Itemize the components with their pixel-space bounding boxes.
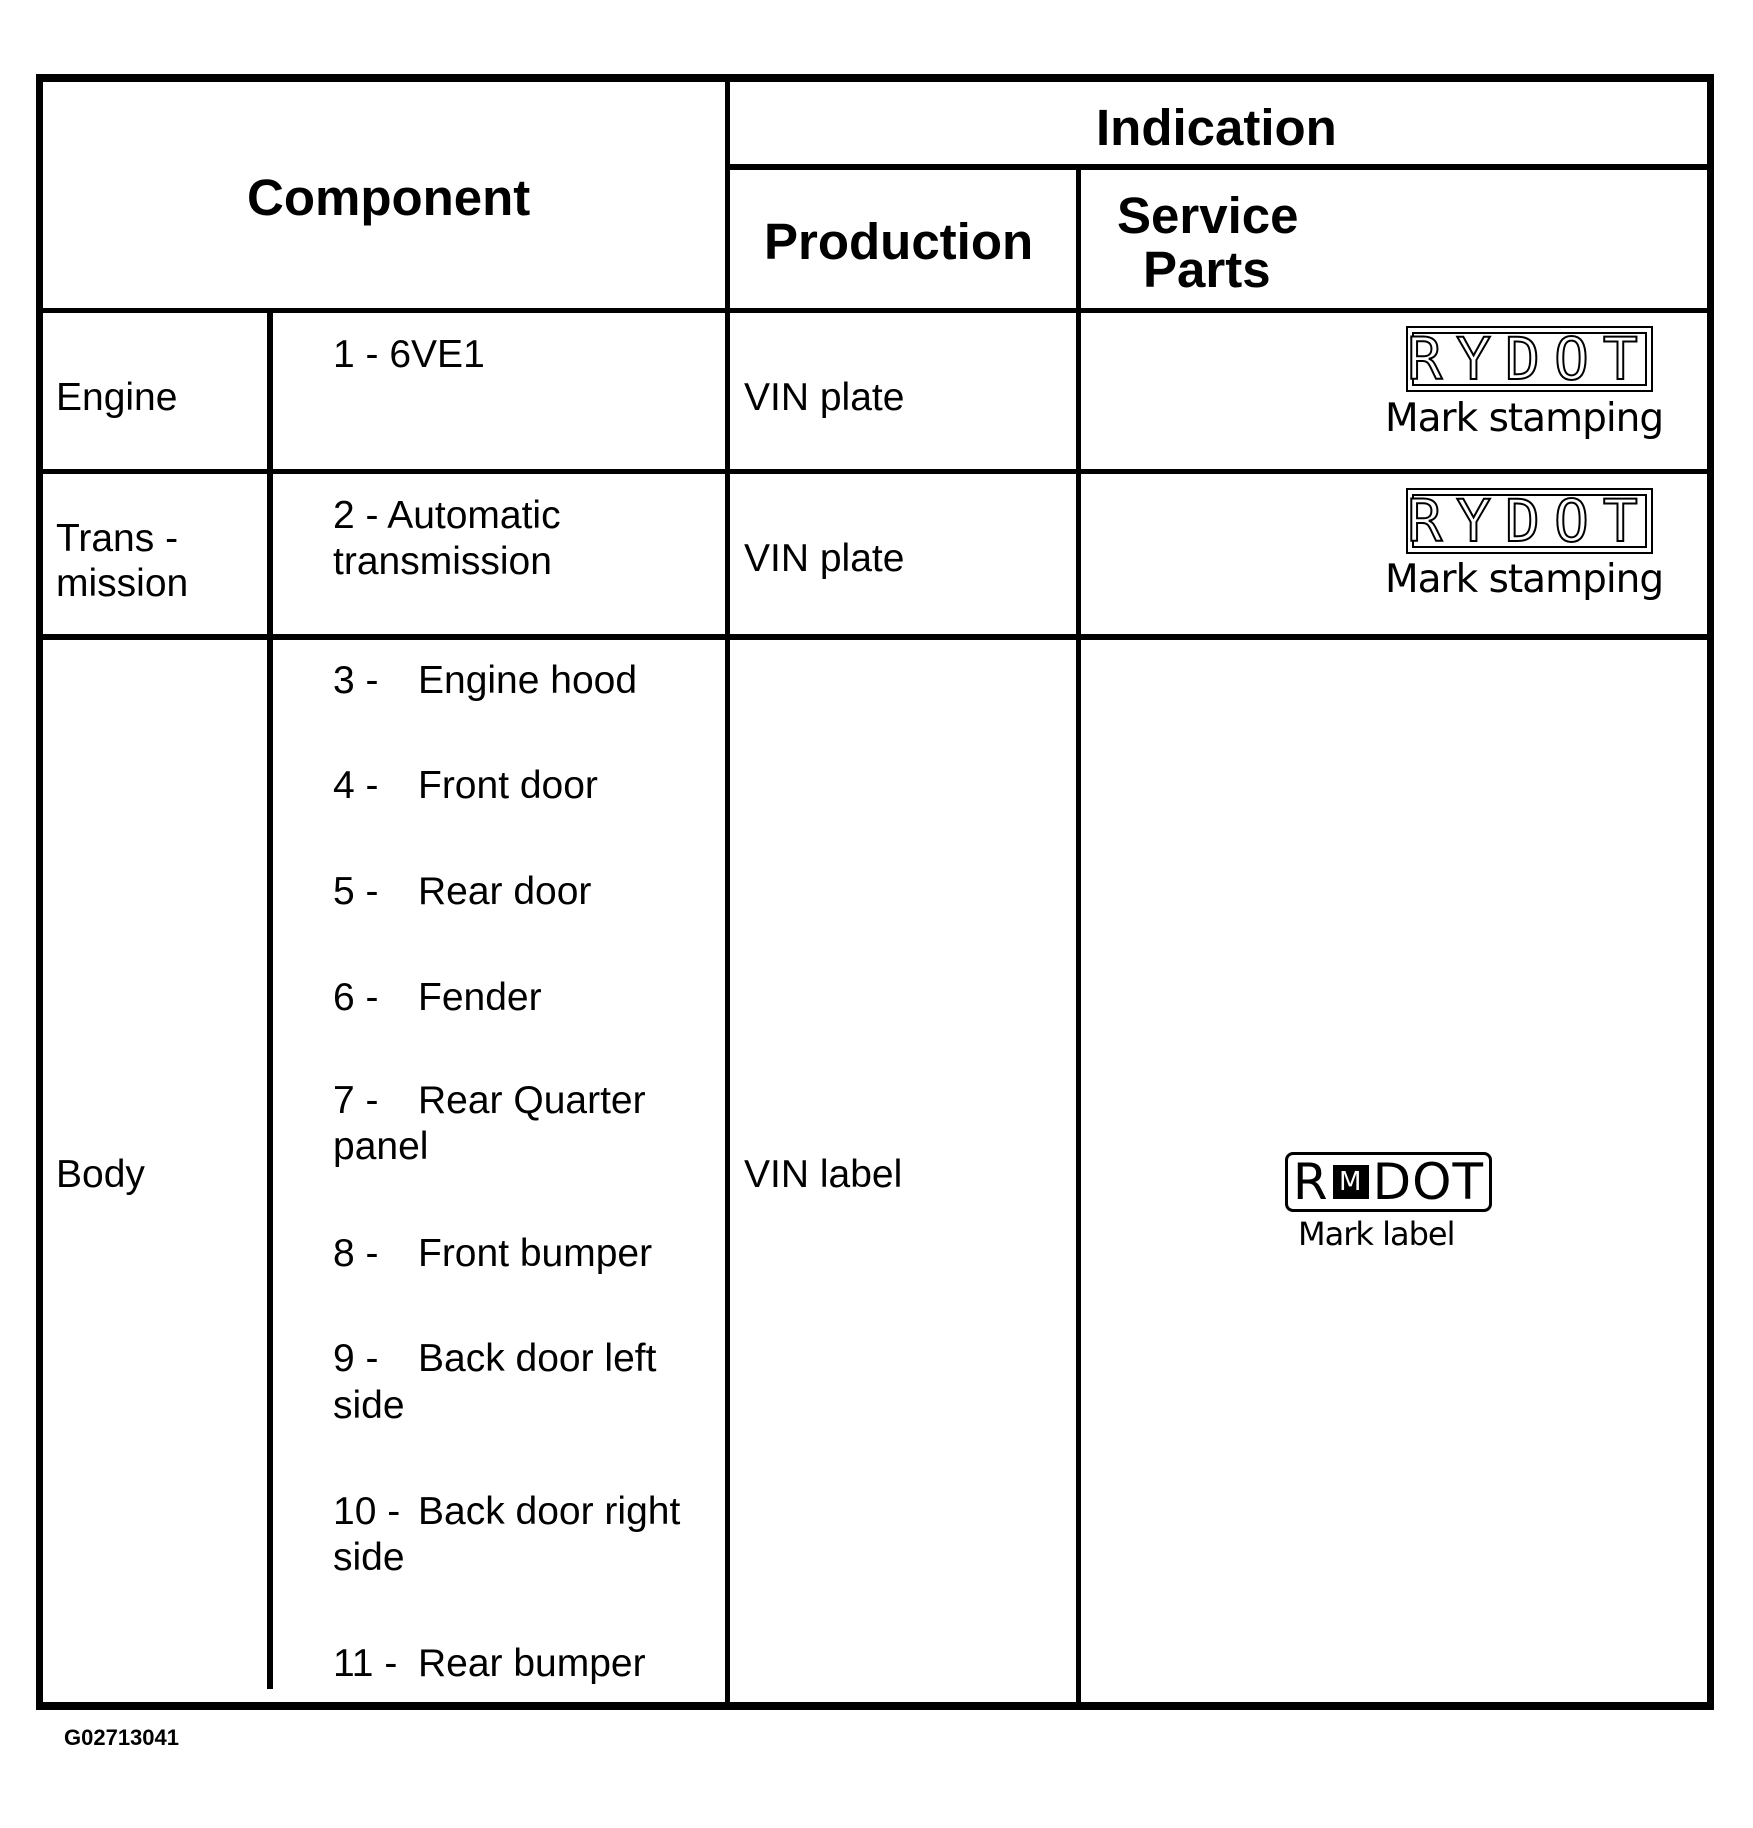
body-item-num: 4 -: [333, 764, 379, 807]
production-transmission: VIN plate: [744, 537, 905, 580]
row-divider-engine: [36, 469, 1714, 474]
body-item-back-door-right: Back door right: [418, 1490, 681, 1533]
caption-mark-label: Mark label: [1298, 1215, 1455, 1253]
item-automatic-transmission-line2: transmission: [333, 540, 552, 583]
group-engine: Engine: [56, 376, 178, 419]
item-engine-6ve1: 1 - 6VE1: [333, 333, 485, 376]
col-divider-production: [1076, 168, 1081, 1710]
group-transmission-line2: mission: [56, 562, 189, 605]
body-item-num: 10 -: [333, 1490, 401, 1533]
caption-mark-stamping-engine: Mark stamping: [1385, 396, 1664, 441]
row-divider-header: [36, 308, 1714, 313]
header-service-parts-line2: Parts: [1143, 241, 1271, 298]
body-item-back-door-left: Back door left: [418, 1337, 657, 1380]
body-item-fender: Fender: [418, 976, 542, 1019]
header-component: Component: [247, 169, 531, 226]
body-item-rear-bumper: Rear bumper: [418, 1642, 646, 1685]
row-divider-transmission: [36, 634, 1714, 640]
rmdot-label-mark: [1285, 1152, 1492, 1212]
body-item-engine-hood: Engine hood: [418, 659, 638, 702]
rydot-stamp-engine: [1406, 326, 1653, 392]
table-border-top: [36, 74, 1714, 82]
group-transmission-line1: Trans -: [56, 517, 179, 560]
production-engine: VIN plate: [744, 376, 905, 419]
body-item-back-door-right-cont: side: [333, 1536, 405, 1579]
table-border-left: [36, 74, 43, 1710]
item-automatic-transmission-line1: 2 - Automatic: [333, 494, 561, 537]
body-item-rear-quarter-panel: Rear Quarter: [418, 1079, 646, 1122]
table-border-right: [1707, 74, 1714, 1710]
body-item-num: 11 -: [333, 1642, 398, 1685]
body-item-num: 8 -: [333, 1232, 379, 1275]
body-item-num: 7 -: [333, 1079, 379, 1122]
production-body: VIN label: [744, 1153, 903, 1196]
rmdot-label-r: R: [1292, 1153, 1329, 1211]
body-item-num: 5 -: [333, 870, 379, 913]
header-production: Production: [764, 213, 1034, 270]
body-item-num: 3 -: [333, 659, 379, 702]
body-item-front-door: Front door: [418, 764, 598, 807]
col-divider-group: [267, 309, 273, 1689]
rmdot-label-dot: DOT: [1372, 1153, 1485, 1211]
rydot-stamp-text: RYDOT: [1407, 487, 1652, 555]
rydot-stamp-text: RYDOT: [1407, 325, 1652, 393]
row-divider-indication: [725, 164, 1714, 170]
rydot-stamp-transmission: [1406, 488, 1653, 554]
rmdot-label-box: M: [1333, 1165, 1369, 1199]
body-item-num: 9 -: [333, 1337, 379, 1380]
col-divider-component: [725, 74, 730, 1710]
body-item-back-door-left-cont: side: [333, 1384, 405, 1427]
figure-id: G02713041: [64, 1725, 179, 1750]
body-item-rear-quarter-panel-cont: panel: [333, 1125, 429, 1168]
body-item-num: 6 -: [333, 976, 379, 1019]
header-indication: Indication: [1096, 99, 1337, 156]
caption-mark-stamping-transmission: Mark stamping: [1385, 557, 1664, 602]
body-item-rear-door: Rear door: [418, 870, 592, 913]
group-body: Body: [56, 1153, 145, 1196]
header-service-parts-line1: Service: [1117, 187, 1299, 244]
table-border-bottom: [36, 1702, 1714, 1710]
body-item-front-bumper: Front bumper: [418, 1232, 653, 1275]
